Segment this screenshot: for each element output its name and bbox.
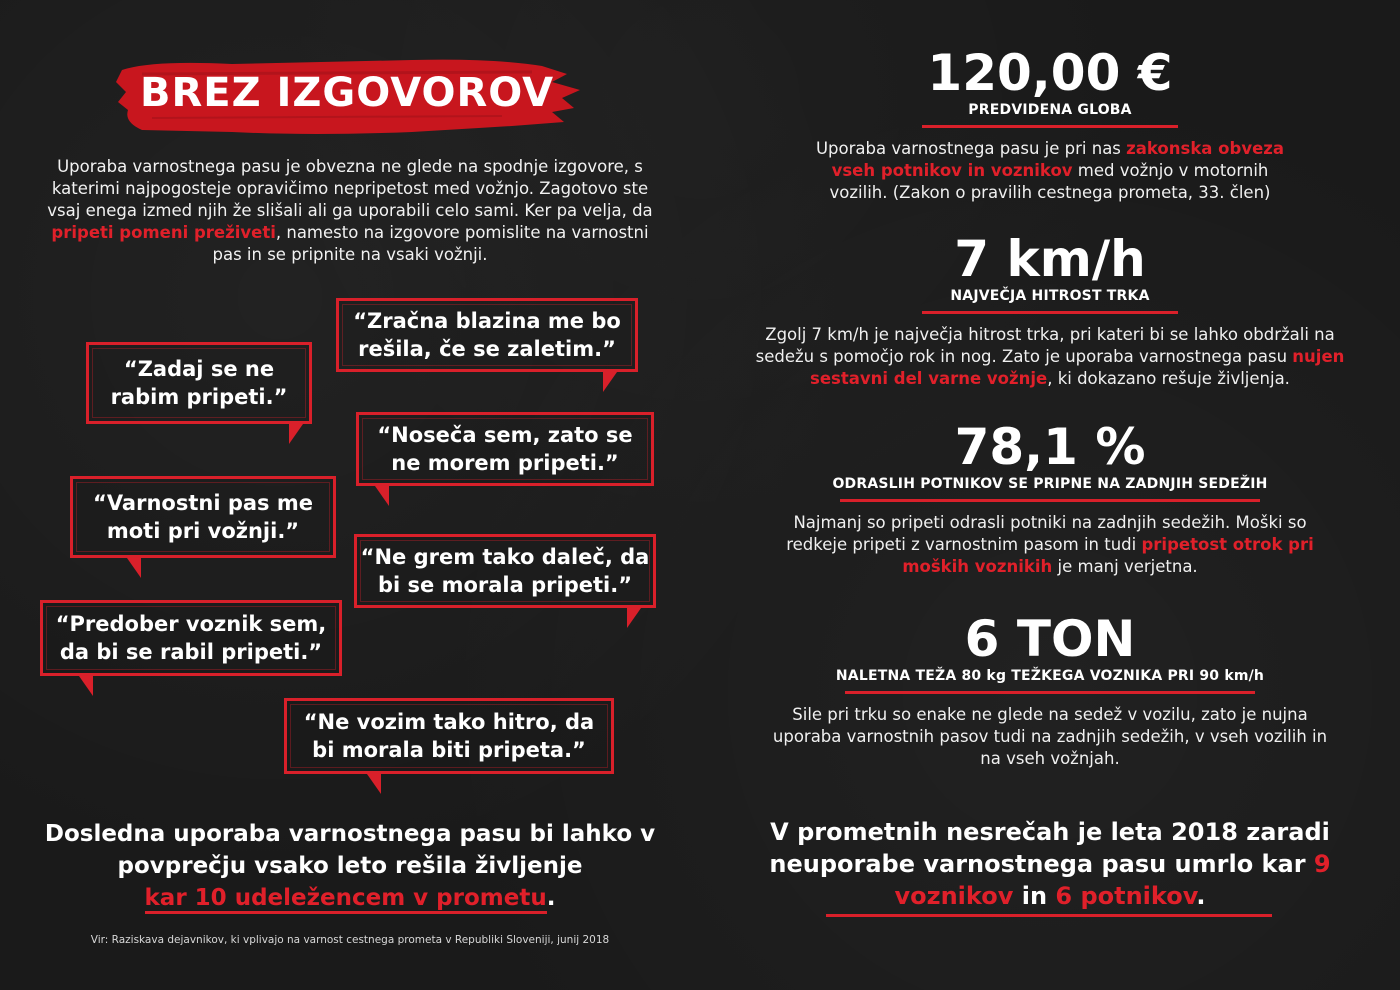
stat-underline — [845, 691, 1255, 694]
stat-value: 7 km/h — [954, 230, 1146, 288]
stat-underline — [922, 125, 1178, 128]
stat-rear-passengers — [755, 418, 1345, 578]
intro-paragraph: Uporaba varnostnega pasu je obvezna ne glede na spodnje izgovore, s katerimi najpogosteje opravičimo nepripetost med vožnjo. Zagotovo ste vsaj enega izmed njih že slišali ali ga uporabili celo sami. Ker pa velja, da pripeti pomeni preživeti, namesto na izgovore pomislite na varnostni pas in se pripnite na vsaki vožnji. — [47, 157, 653, 264]
right-conclusion: V prometnih nesrečah je leta 2018 zaradi neuporabe varnostnega pasu umrlo kar 9 voznikov in 6 potnikov. — [769, 818, 1331, 910]
page-title: BREZ IZGOVOROV — [140, 70, 555, 116]
deaths-passengers: 6 potnikov — [1055, 882, 1197, 910]
left-conclusion: Dosledna uporaba varnostnega pasu bi lahko v povprečju vsako leto rešila življenje kar 10 udeležencem v prometu. — [40, 818, 660, 914]
deaths-drivers: 9 voznikov — [894, 850, 1331, 910]
stat-description: Uporaba varnostnega pasu je pri nas zakonska obveza vseh potnikov in voznikov med vožnjo v motornih vozilih. (Zakon o pravilih cestnega prometa, 33. člen) — [815, 139, 1285, 202]
excuse-bubble-not-far: “Ne grem tako daleč, da bi se morala pripeti.” — [354, 534, 656, 608]
excuse-bubble-not-fast: “Ne vozim tako hitro, da bi morala biti pripeta.” — [284, 698, 614, 774]
stat-underline — [840, 499, 1260, 502]
stat-description: Zgolj 7 km/h je največja hitrost trka, pri kateri bi se lahko obdržali na sedežu s pomočjo rok in nog. Zato je uporaba varnostnega pasu nujen sestavni del varne vožnje, ki dokazano rešuje življenja. — [755, 325, 1345, 388]
excuse-bubble-rear-seat: “Zadaj se ne rabim pripeti.” — [86, 342, 312, 424]
stat-value: 78,1 % — [954, 418, 1146, 476]
stat-description: Sile pri trku so enake ne glede na sedež v vozilu, zato je nujna uporaba varnostnih pasov tudi na zadnjih sedežih, v vseh vozilih in na vseh vožnjah. — [772, 705, 1328, 768]
stat-speed — [755, 230, 1345, 390]
stat-label: ODRASLIH POTNIKOV SE PRIPNE NA ZADNJIH SEDEŽIH — [832, 476, 1268, 492]
source-note: Vir: Raziskava dejavnikov, ki vplivajo na varnost cestnega prometa v Republiki Sloveniji, junij 2018 — [90, 934, 610, 946]
stat-underline — [922, 311, 1178, 314]
stat-description: Najmanj so pripeti odrasli potniki na zadnjih sedežih. Moški so redkeje pripeti z varnostnim pasom in tudi pripetost otrok pri moških voznikih je manj verjetna. — [786, 513, 1314, 576]
stat-impact-weight — [755, 610, 1345, 770]
stat-value: 6 TON — [964, 610, 1136, 668]
excuse-bubble-pregnant: “Noseča sem, zato se ne morem pripeti.” — [356, 412, 654, 486]
right-conclusion-underline — [826, 914, 1272, 917]
stat-value: 120,00 € — [927, 44, 1173, 102]
stat-label: PREDVIDENA GLOBA — [968, 102, 1132, 118]
left-conclusion-highlight: kar 10 udeležencem v prometu — [145, 885, 547, 914]
stat-label: NAJVEČJA HITROST TRKA — [950, 288, 1150, 304]
excuse-bubble-annoying: “Varnostni pas me moti pri vožnji.” — [70, 476, 336, 558]
stat-label: NALETNA TEŽA 80 kg TEŽKEGA VOZNIKA PRI 90 km/h — [835, 668, 1265, 684]
excuse-bubble-airbag: “Zračna blazina me bo rešila, če se zaletim.” — [336, 298, 638, 372]
stat-fine — [755, 44, 1345, 204]
intro-highlight: pripeti pomeni preživeti — [51, 223, 276, 242]
excuse-bubble-good-driver: “Predober voznik sem, da bi se rabil pripeti.” — [40, 600, 342, 676]
